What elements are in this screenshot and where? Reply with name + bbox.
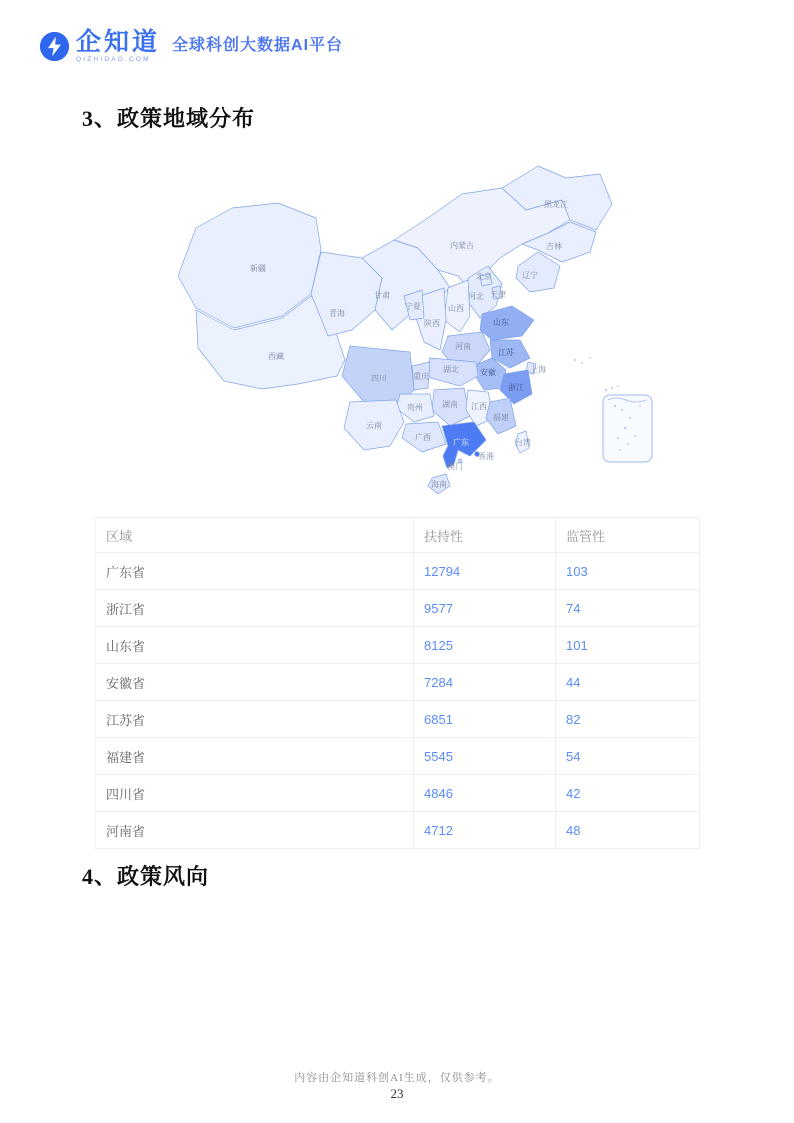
page-number: 23 — [390, 1086, 404, 1101]
label-fujian: 福建 — [493, 413, 509, 422]
china-policy-map — [170, 148, 664, 504]
label-xinjiang: 新疆 — [250, 264, 266, 273]
regulatory-count-link[interactable]: 74 — [556, 590, 700, 627]
province-hongkong[interactable] — [475, 452, 480, 457]
province-yunnan[interactable] — [344, 400, 404, 450]
brand-header[interactable] — [40, 30, 343, 64]
regulatory-count-link[interactable]: 44 — [556, 664, 700, 701]
regulatory-count-link[interactable]: 82 — [556, 701, 700, 738]
supportive-count-link[interactable]: 12794 — [414, 553, 556, 590]
label-xizang: 西藏 — [268, 352, 284, 361]
label-tianjin: 天津 — [490, 290, 506, 299]
col-header-supportive: 扶持性 — [414, 518, 556, 553]
supportive-count-link[interactable]: 4846 — [414, 775, 556, 812]
label-shanxi: 山西 — [448, 304, 464, 313]
offshore-islands — [574, 357, 619, 391]
label-neimenggu: 内蒙古 — [450, 241, 474, 250]
label-guangdong: 广东 — [453, 438, 469, 447]
table-row — [96, 664, 700, 701]
label-henan: 河南 — [455, 342, 471, 351]
label-beijing: 北京 — [476, 272, 492, 281]
province-hubei[interactable] — [424, 358, 478, 386]
label-guizhou: 贵州 — [407, 403, 423, 412]
table-row — [96, 553, 700, 590]
label-shanghai: 上海 — [530, 365, 546, 374]
label-heilongjiang: 黑龙江 — [544, 200, 568, 209]
south-china-sea-inset — [603, 395, 652, 462]
brand-tagline: 全球科创大数据AI平台 — [172, 37, 344, 55]
regulatory-count-link[interactable]: 54 — [556, 738, 700, 775]
province-hainan[interactable] — [428, 474, 450, 494]
supportive-count-link[interactable]: 8125 — [414, 627, 556, 664]
supportive-count-link[interactable]: 6851 — [414, 701, 556, 738]
label-sichuan: 四川 — [371, 374, 387, 383]
label-zhejiang: 浙江 — [508, 383, 524, 392]
region-cell: 浙江省 — [96, 590, 414, 627]
province-shanxi[interactable] — [444, 280, 470, 332]
table-row — [96, 701, 700, 738]
regulatory-count-link[interactable]: 103 — [556, 553, 700, 590]
supportive-count-link[interactable]: 5545 — [414, 738, 556, 775]
label-macau: 澳门 — [447, 462, 463, 471]
regulatory-count-link[interactable]: 101 — [556, 627, 700, 664]
label-yunnan: 云南 — [366, 421, 382, 430]
supportive-count-link[interactable]: 9577 — [414, 590, 556, 627]
qizhidao-logo-icon — [40, 32, 69, 61]
label-chongqing: 重庆 — [413, 372, 429, 381]
map-provinces — [178, 166, 612, 494]
label-hainan: 海南 — [431, 480, 447, 489]
logo-wordmark — [76, 30, 160, 64]
province-fujian[interactable] — [486, 398, 516, 434]
label-hubei: 湖北 — [443, 365, 459, 374]
col-header-regulatory: 监管性 — [556, 518, 700, 553]
table-header-row — [96, 518, 700, 553]
table-row — [96, 590, 700, 627]
province-chongqing[interactable] — [412, 362, 430, 390]
logo-text: 企知道 — [76, 28, 161, 56]
label-shaanxi: 陕西 — [424, 319, 440, 328]
table-row — [96, 775, 700, 812]
label-anhui: 安徽 — [480, 368, 496, 377]
label-jilin: 吉林 — [546, 242, 562, 251]
region-cell: 福建省 — [96, 738, 414, 775]
province-beijing[interactable] — [480, 274, 492, 286]
supportive-count-link[interactable]: 7284 — [414, 664, 556, 701]
label-ningxia: 宁夏 — [405, 302, 421, 311]
section-title-region-distribution: 3、政策地域分布 — [82, 106, 256, 131]
label-guangxi: 广西 — [415, 433, 431, 442]
logo-domain: QIZHIDAO.COM — [76, 56, 151, 63]
region-cell: 河南省 — [96, 812, 414, 849]
table-row — [96, 812, 700, 849]
table-row — [96, 627, 700, 664]
province-guangdong[interactable] — [442, 422, 486, 468]
region-table-container — [95, 517, 699, 839]
label-jiangsu: 江苏 — [498, 348, 514, 357]
region-cell: 广东省 — [96, 553, 414, 590]
province-taiwan[interactable] — [515, 431, 529, 453]
label-qinghai: 青海 — [329, 309, 345, 318]
regulatory-count-link[interactable]: 48 — [556, 812, 700, 849]
label-hongkong: 香港 — [478, 452, 494, 461]
section-title-policy-trend: 4、政策风向 — [82, 864, 210, 889]
label-jiangxi: 江西 — [471, 402, 487, 411]
col-header-region: 区域 — [96, 518, 414, 553]
label-hebei: 河北 — [468, 292, 484, 301]
region-cell: 山东省 — [96, 627, 414, 664]
province-tianjin[interactable] — [492, 286, 502, 299]
province-hunan[interactable] — [432, 388, 470, 426]
province-macau[interactable] — [458, 459, 462, 463]
region-cell: 四川省 — [96, 775, 414, 812]
label-liaoning: 辽宁 — [522, 271, 538, 280]
footer-disclaimer: 内容由企知道科创AI生成，仅供参考。 — [294, 1072, 500, 1084]
province-guangxi[interactable] — [402, 422, 446, 452]
region-policy-table — [95, 517, 700, 849]
label-hunan: 湖南 — [442, 400, 458, 409]
supportive-count-link[interactable]: 4712 — [414, 812, 556, 849]
table-row — [96, 738, 700, 775]
region-cell: 江苏省 — [96, 701, 414, 738]
regulatory-count-link[interactable]: 42 — [556, 775, 700, 812]
region-cell: 安徽省 — [96, 664, 414, 701]
label-gansu: 甘肃 — [374, 291, 390, 300]
label-taiwan: 台湾 — [515, 438, 531, 447]
label-shandong: 山东 — [493, 318, 509, 327]
